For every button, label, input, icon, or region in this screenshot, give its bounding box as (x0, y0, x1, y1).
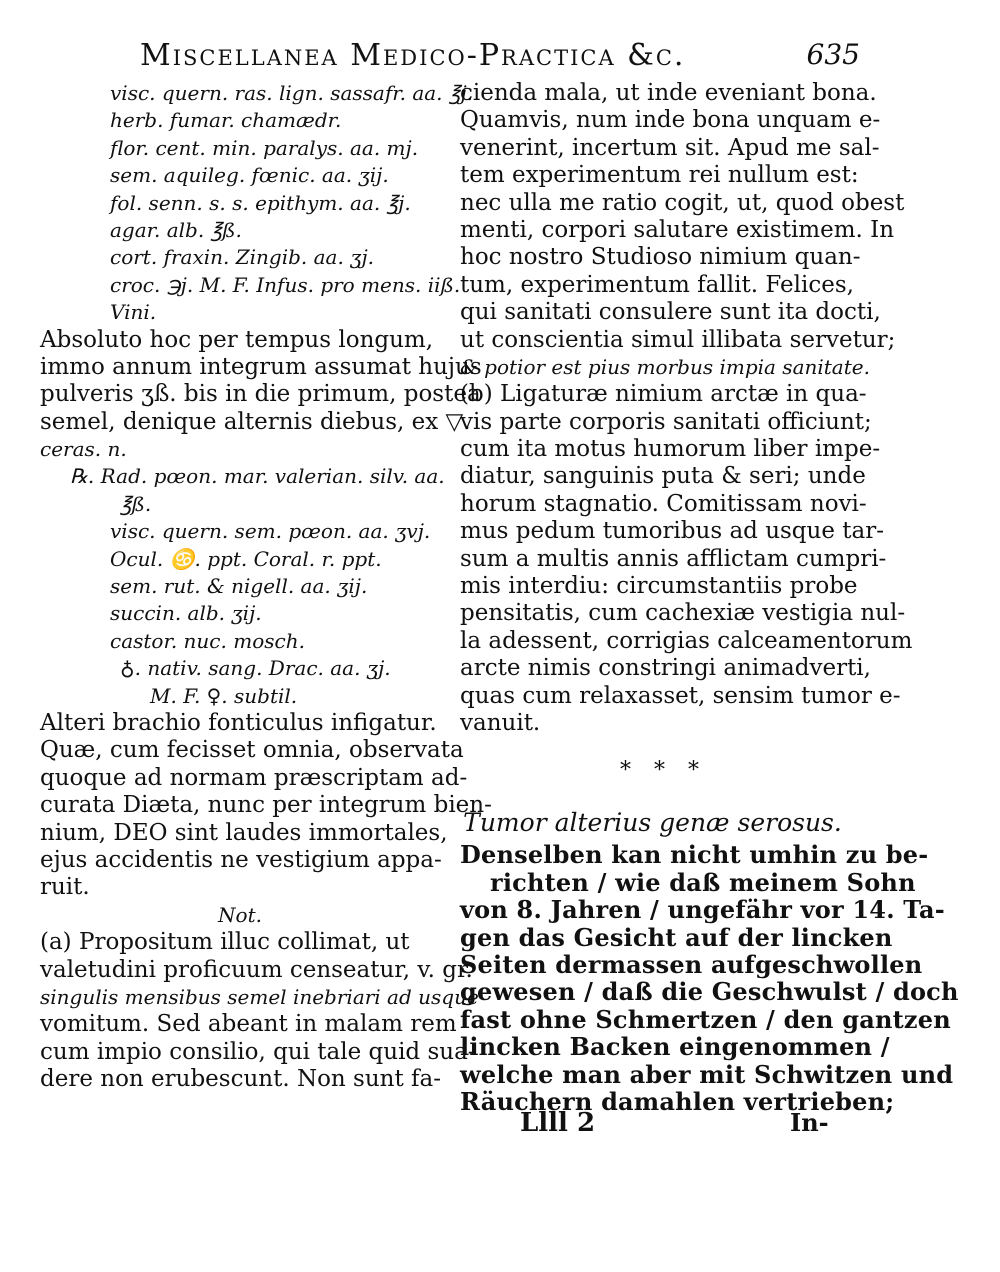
paragraph-line: immo annum integrum assumat hujus (40, 353, 482, 380)
german-line: gewesen / daß die Geschwulst / doch (460, 977, 959, 1007)
paragraph-line: Absoluto hoc per tempus longum, (40, 326, 434, 353)
paragraph-line: mus pedum tumoribus ad usque tar- (460, 518, 884, 545)
paragraph-line: cum ita motus humorum liber impe- (460, 436, 881, 463)
right-column (460, 80, 959, 1116)
paragraph-line: pulveris ʒß. bis in die primum, postea (40, 381, 481, 408)
paragraph-line: diatur, sanguinis puta & seri; unde (460, 463, 866, 490)
paragraph-line: qui sanitati consulere sunt ita docti, (460, 299, 881, 326)
paragraph-line: nium, DEO sint laudes immortales, (40, 819, 448, 846)
paragraph-line: valetudini proficuum censeatur, v. gr. (40, 956, 473, 983)
paragraph-line: menti, corpori salutare existimem. In (460, 216, 895, 243)
catchword: In- (790, 1108, 829, 1137)
running-header (130, 36, 860, 76)
asterism: * * * (620, 758, 707, 783)
paragraph-line: la adessent, corrigias calceamentorum (460, 627, 913, 654)
signature-mark: Llll 2 (520, 1108, 596, 1138)
german-line: richten / wie daß meinem Sohn (490, 867, 916, 897)
recipe-line: croc. ℈j. M. F. Infus. pro mens. iiß. (110, 272, 461, 297)
paragraph-line: ut conscientia simul illibata servetur; (460, 326, 896, 353)
recipe-line: cort. fraxin. Zingib. aa. ʒj. (110, 245, 375, 270)
paragraph-line: Alteri brachio fonticulus infigatur. (40, 709, 437, 736)
paragraph-line: Quamvis, num inde bona unquam e- (460, 107, 881, 134)
recipe-line: M. F. ♀. subtil. (150, 683, 298, 708)
paragraph-line: curata Diæta, nunc per integrum bien- (40, 792, 492, 819)
paragraph-line: dere non erubescunt. Non sunt fa- (40, 1066, 442, 1093)
paragraph-line: singulis mensibus semel inebriari ad usque (40, 984, 479, 1009)
recipe-line: herb. fumar. chamædr. (110, 108, 342, 133)
note-heading: Not. (218, 902, 262, 927)
running-title: Miscellanea Medico-Practica &c. (140, 38, 686, 73)
paragraph-line: (b) Ligaturæ nimium arctæ in qua- (460, 381, 867, 408)
paragraph-line: semel, denique alternis diebus, ex ▽. (40, 408, 471, 435)
paragraph-line: (a) Propositum illuc collimat, ut (40, 929, 410, 956)
paragraph-line: cienda mala, ut inde eveniant bona. (460, 80, 877, 106)
recipe-line: ♁. nativ. sang. Drac. aa. ʒj. (120, 656, 391, 681)
paragraph-line: horum stagnatio. Comitissam novi- (460, 490, 867, 517)
paragraph-line: vis parte corporis sanitati officiunt; (460, 408, 872, 435)
recipe-line: castor. nuc. mosch. (110, 628, 305, 653)
paragraph-line: quoque ad normam præscriptam ad- (40, 764, 468, 791)
paragraph-line: venerint, incertum sit. Apud me sal- (460, 134, 880, 161)
paragraph-line: vanuit. (460, 709, 541, 736)
paragraph-line: Quæ, cum fecisset omnia, observata (40, 737, 464, 764)
left-column (40, 80, 492, 1093)
german-line: Denselben kan nicht umhin zu be- (460, 840, 929, 870)
recipe-line: visc. quern. ras. lign. sassafr. aa. ℥j. (110, 81, 473, 105)
recipe-line: succin. alb. ʒij. (110, 601, 262, 626)
german-line: welche man aber mit Schwitzen und (460, 1059, 954, 1089)
german-line: gen das Gesicht auf der lincken (460, 922, 893, 952)
recipe-line: sem. aquileg. fœnic. aa. ʒij. (110, 163, 389, 188)
recipe-line: Vini. (110, 300, 157, 325)
recipe-line: visc. quern. sem. pœon. aa. ʒvj. (110, 519, 431, 544)
paragraph-line: tem experimentum rei nullum est: (460, 162, 859, 189)
paragraph-line: nec ulla me ratio cogit, ut, quod obest (460, 189, 905, 216)
recipe-line: ℥ß. (120, 491, 152, 516)
paragraph-line: ceras. n. (40, 437, 127, 462)
german-line: lincken Backen eingenommen / (460, 1032, 890, 1062)
paragraph-line: mis interdiu: circumstantiis probe (460, 573, 858, 600)
paragraph-line: quas cum relaxasset, sensim tumor e- (460, 682, 901, 709)
recipe-line: ℞. Rad. pœon. mar. valerian. silv. aa. (70, 464, 445, 489)
paragraph-line: vomitum. Sed abeant in malam rem (40, 1011, 457, 1038)
recipe-line: agar. alb. ℥ß. (110, 217, 242, 242)
paragraph-line: ejus accidentis ne vestigium appa- (40, 846, 442, 873)
paragraph-line: & potior est pius morbus impia sanitate. (460, 354, 870, 379)
paragraph-line: ruit. (40, 874, 90, 901)
german-line: Räuchern damahlen vertrieben; (460, 1086, 895, 1116)
paragraph-line: pensitatis, cum cachexiæ vestigia nul- (460, 600, 906, 627)
german-line: von 8. Jahren / ungefähr vor 14. Ta- (460, 895, 945, 925)
german-line: fast ohne Schmertzen / den gantzen (460, 1004, 951, 1034)
recipe-line: fol. senn. s. s. epithym. aa. ℥j. (110, 190, 411, 215)
paragraph-line: arcte nimis constringi animadverti, (460, 655, 871, 682)
section-heading: Tumor alterius genæ serosus. (463, 808, 842, 838)
recipe-line: Ocul. ♋. ppt. Coral. r. ppt. (110, 546, 382, 571)
paragraph-line: cum impio consilio, qui tale quid sua- (40, 1038, 476, 1065)
paragraph-line: hoc nostro Studioso nimium quan- (460, 244, 861, 271)
page-number: 635 (806, 38, 860, 71)
paragraph-line: sum a multis annis afflictam cumpri- (460, 545, 887, 572)
german-line: Seiten dermassen aufgeschwollen (460, 949, 923, 979)
recipe-line: sem. rut. & nigell. aa. ʒij. (110, 574, 368, 599)
paragraph-line: tum, experimentum fallit. Felices, (460, 271, 854, 298)
recipe-line: flor. cent. min. paralys. aa. mj. (110, 135, 419, 160)
